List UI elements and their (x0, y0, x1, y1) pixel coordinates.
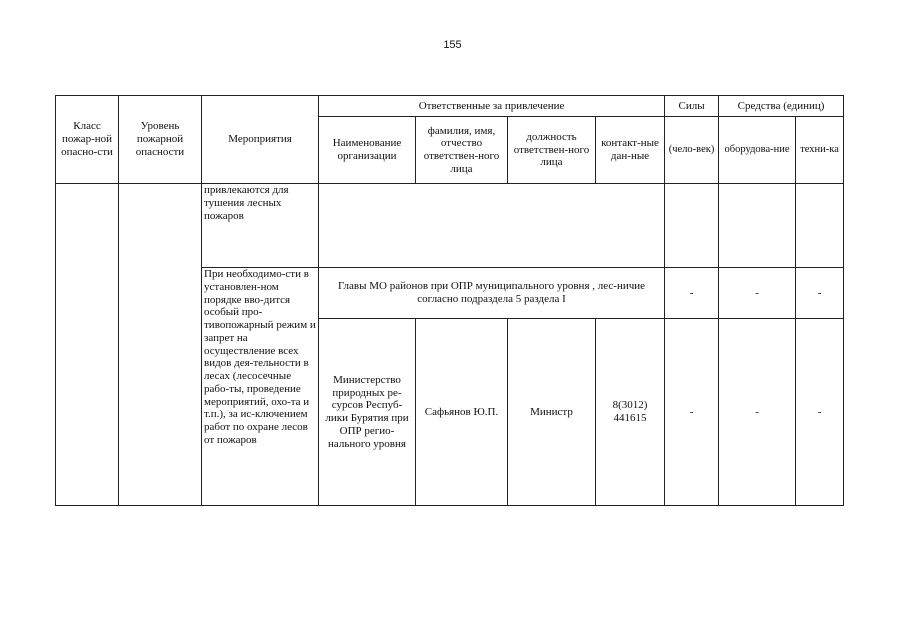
header-responsible: Ответственные за привлечение (319, 96, 665, 117)
measure-cell: привлекаются для тушения лесных пожаров (202, 184, 319, 268)
position-cell: Министр (508, 319, 596, 506)
header-forces: Силы (665, 96, 719, 117)
table-row (56, 184, 844, 268)
forces-cell: - (665, 268, 719, 319)
header-measures: Мероприятия (202, 96, 319, 184)
header-class: Класс пожар-ной опасно-сти (56, 96, 119, 184)
contact-cell: 8(3012) 441615 (596, 319, 665, 506)
header-means: Средства (единиц) (719, 96, 844, 117)
header-equipment: оборудова-ние (719, 117, 796, 184)
header-org-name: Наименование организации (319, 117, 416, 184)
equipment-cell (719, 184, 796, 268)
page-number: 155 (443, 39, 462, 51)
responsible-merged-cell: Главы МО районов при ОПР муниципального уровня , лес-ничие согласно подраздела 5 раздела I (319, 268, 665, 319)
equipment-cell: - (719, 268, 796, 319)
header-vehicles: техни-ка (796, 117, 844, 184)
header-contact: контакт-ные дан-ные (596, 117, 665, 184)
person-cell: Сафьянов Ю.П. (416, 319, 508, 506)
level-cell (119, 184, 202, 506)
measure-cell: При необходимо-сти в установлен-ном порядке вво-дится особый про-тивопожарный режим и запрет на осуществление всех видов дея-тельности в лесах (лесосечные рабо-ты, проведение мероприятий, охо-та и т.п.), за ис-ключением работ по охране лесов от пожаров (202, 268, 319, 506)
forces-cell: - (665, 319, 719, 506)
forces-cell (665, 184, 719, 268)
header-position: должность ответствен-ного лица (508, 117, 596, 184)
header-row-1 (56, 96, 844, 117)
responsible-cell (319, 184, 665, 268)
fire-danger-measures-table (55, 95, 844, 506)
header-person-name: фамилия, имя, отчество ответствен-ного лица (416, 117, 508, 184)
header-level: Уровень пожарной опасности (119, 96, 202, 184)
equipment-cell: - (719, 319, 796, 506)
header-forces-people: (чело-век) (665, 117, 719, 184)
class-cell (56, 184, 119, 506)
vehicles-cell: - (796, 319, 844, 506)
org-cell: Министерство природных ре-сурсов Респуб-лики Бурятия при ОПР регио-нального уровня (319, 319, 416, 506)
vehicles-cell (796, 184, 844, 268)
vehicles-cell: - (796, 268, 844, 319)
